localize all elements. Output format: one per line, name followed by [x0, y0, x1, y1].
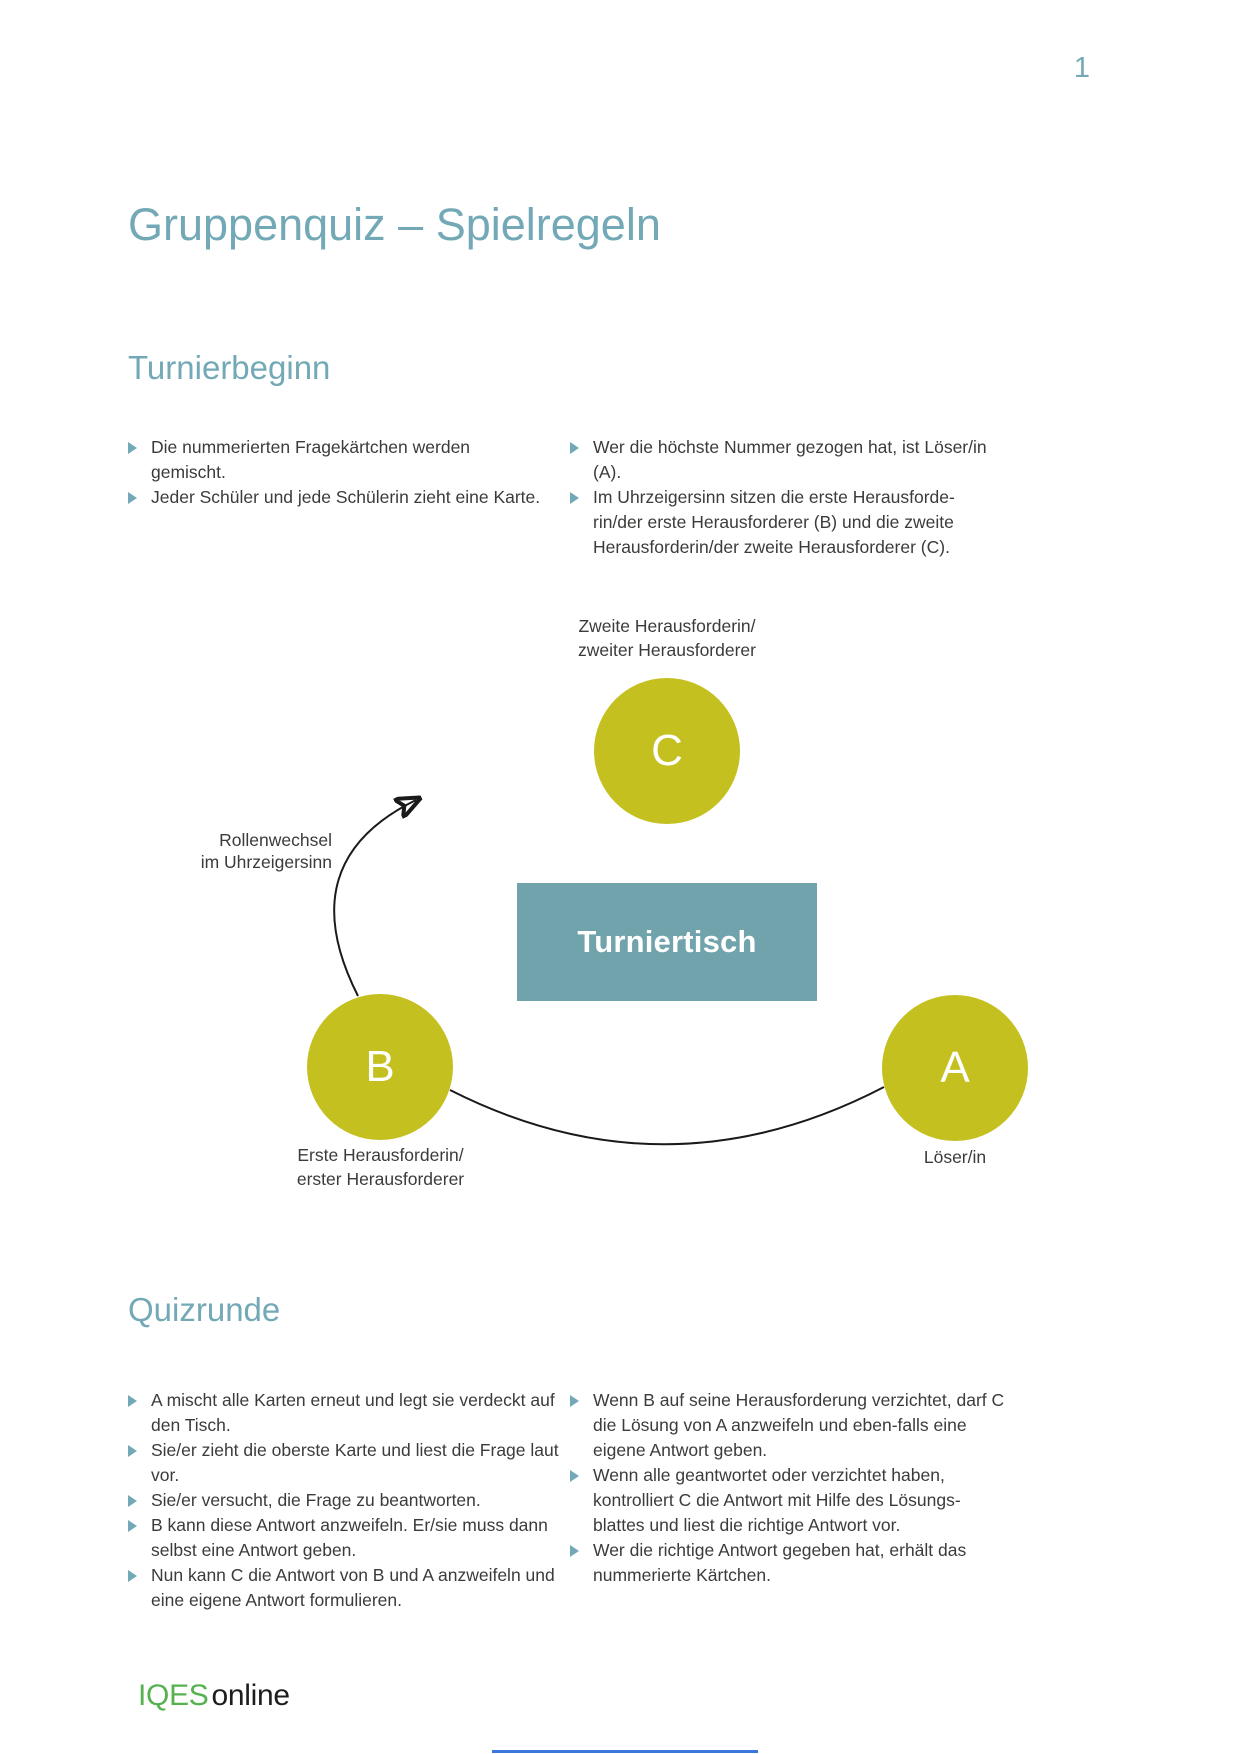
player-letter-c: C: [651, 726, 683, 775]
player-circle-a: [882, 995, 1028, 1141]
bullet-arrow-icon: [128, 1570, 137, 1582]
bullet-arrow-icon: [570, 1545, 579, 1557]
list-item: [570, 485, 1002, 560]
list-item: [570, 1388, 1007, 1463]
logo-online-text: online: [211, 1679, 290, 1712]
diagram-label-b-line1: Erste Herausforderin/: [297, 1145, 464, 1165]
list-item: [570, 435, 1002, 485]
list-item: [570, 1538, 1007, 1588]
diagram-label-b-line2: erster Herausforderer: [296, 1169, 465, 1189]
player-circle-b: [307, 994, 453, 1140]
list-item-text: Wer die richtige Antwort gegeben hat, erhält das nummerierte Kärtchen.: [593, 1540, 967, 1585]
diagram-label-a: [880, 1145, 1030, 1169]
diagram-label-c-line2: zweiter Herausforderer: [578, 640, 756, 660]
list-item-text: Im Uhrzeigersinn sitzen die erste Herausforde-rin/der erste Herausforderer (B) und die zweite Herausforderin/der zweite Herausforderer (C).: [593, 487, 955, 557]
quizrunde-right-list: [570, 1388, 1007, 1588]
list-item-text: Wenn B auf seine Herausforderung verzichtet, darf C die Lösung von A anzweifeln und eben-falls eine eigene Antwort geben.: [593, 1390, 1005, 1460]
iqes-online-logo: [138, 1681, 290, 1711]
rollenwechsel-arrow: [334, 800, 416, 996]
list-item: [128, 1388, 565, 1438]
turnierbeginn-left-list: [128, 435, 543, 510]
rollenwechsel-line1: Rollenwechsel: [219, 830, 332, 850]
turniertisch-label: Turniertisch: [577, 924, 757, 959]
list-item: [128, 435, 543, 485]
player-letter-a: A: [940, 1043, 970, 1092]
bullet-arrow-icon: [128, 1395, 137, 1407]
quizrunde-left-list: [128, 1388, 565, 1613]
list-item-text: Die nummerierten Fragekärtchen werden gemischt.: [151, 437, 471, 482]
list-item: [128, 1563, 565, 1613]
list-item: [570, 1463, 1007, 1538]
bullet-arrow-icon: [570, 492, 579, 504]
diagram-label-a-text: Löser/in: [923, 1147, 987, 1167]
section-heading-quizrunde: Quizrunde: [128, 1291, 281, 1328]
diagram-label-c-line1: Zweite Herausforderin/: [578, 616, 756, 636]
bullet-arrow-icon: [570, 1470, 579, 1482]
section-heading-turnierbeginn: Turnierbeginn: [128, 349, 331, 386]
list-item-text: Wer die höchste Nummer gezogen hat, ist Löser/in (A).: [593, 437, 987, 482]
player-circle-c: [594, 678, 740, 824]
diagram-label-b: [283, 1143, 478, 1191]
page-number: 1: [1073, 52, 1090, 84]
logo-iqes-text: IQES: [138, 1679, 209, 1712]
list-item: [128, 1438, 565, 1488]
list-item-text: Nun kann C die Antwort von B und A anzweifeln und eine eigene Antwort formulieren.: [151, 1565, 555, 1610]
list-item-text: Jeder Schüler und jede Schülerin zieht eine Karte.: [151, 487, 541, 507]
list-item: [128, 485, 543, 510]
list-item-text: Wenn alle geantwortet oder verzichtet haben, kontrolliert C die Antwort mit Hilfe des Lösungs-blattes und liest die richtige Antwort vor.: [593, 1465, 961, 1535]
turnierbeginn-right-list: [570, 435, 1002, 560]
table-bottom-arc: [450, 1087, 884, 1144]
bullet-arrow-icon: [128, 492, 137, 504]
list-item: [128, 1488, 565, 1513]
list-item-text: Sie/er zieht die oberste Karte und liest die Frage laut vor.: [151, 1440, 559, 1485]
rollenwechsel-line2: im Uhrzeigersinn: [200, 852, 332, 872]
bullet-arrow-icon: [570, 442, 579, 454]
page-title: Gruppenquiz – Spielregeln: [128, 199, 661, 250]
bottom-blue-line: [492, 1750, 758, 1753]
list-item-text: A mischt alle Karten erneut und legt sie verdeckt auf den Tisch.: [151, 1390, 555, 1435]
bullet-arrow-icon: [570, 1395, 579, 1407]
diagram-label-c: [517, 614, 817, 662]
bullet-arrow-icon: [128, 1495, 137, 1507]
player-letter-b: B: [365, 1042, 395, 1091]
bullet-arrow-icon: [128, 1445, 137, 1457]
list-item-text: B kann diese Antwort anzweifeln. Er/sie muss dann selbst eine Antwort geben.: [151, 1515, 548, 1560]
diagram-label-rollenwechsel: [175, 829, 332, 873]
bullet-arrow-icon: [128, 1520, 137, 1532]
turniertisch-box: [517, 883, 817, 1001]
bullet-arrow-icon: [128, 442, 137, 454]
list-item: [128, 1513, 565, 1563]
list-item-text: Sie/er versucht, die Frage zu beantworten.: [151, 1490, 481, 1510]
